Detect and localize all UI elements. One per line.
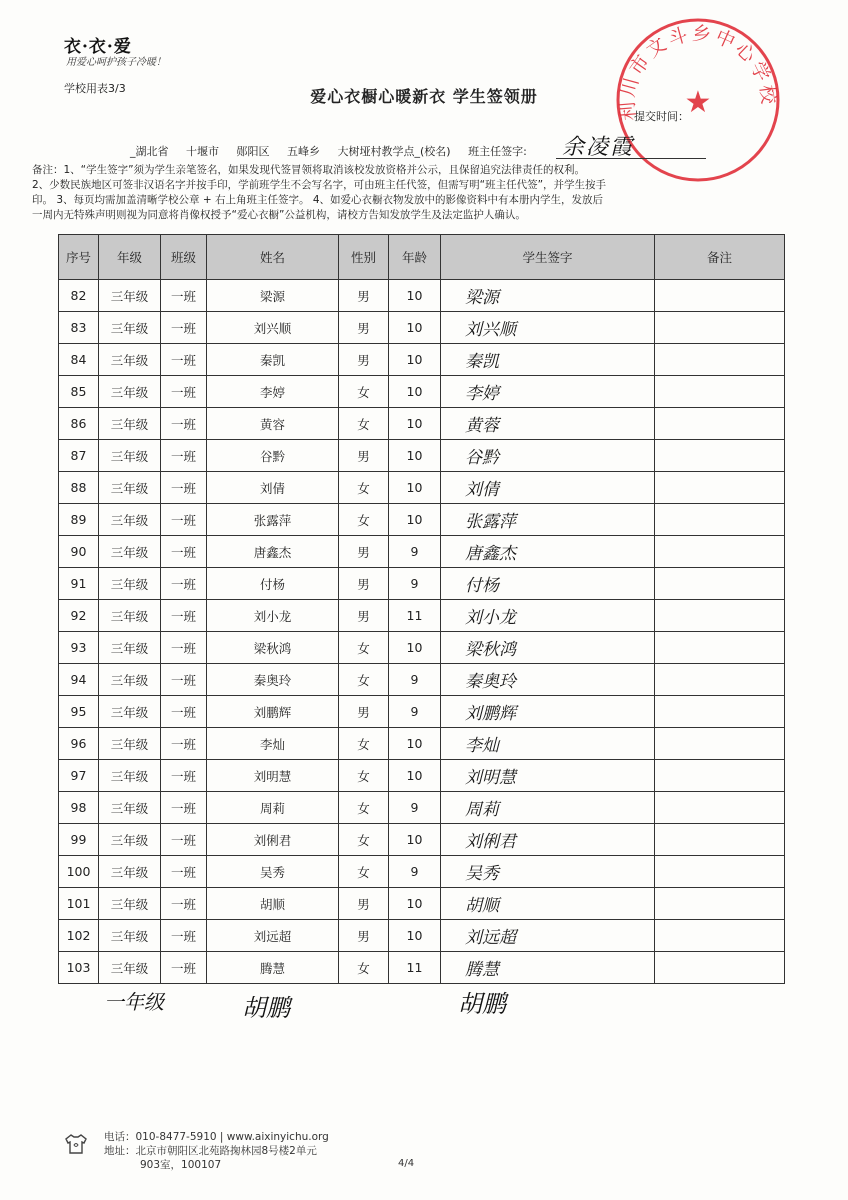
cell-age: 10 [389, 472, 441, 504]
note-line: 一周内无特殊声明则视为同意将肖像权授予“爱心衣橱”公益机构，请校方告知发放学生及法定监护人确认。 [32, 209, 526, 221]
cell-remark [655, 600, 785, 632]
cell-class: 一班 [161, 568, 207, 600]
table-row [59, 440, 785, 472]
cell-gender: 男 [339, 312, 389, 344]
cell-name: 梁源 [207, 280, 339, 312]
cell-signature: 腾慧 [441, 952, 655, 984]
footer-contact [104, 1130, 329, 1172]
cell-remark [655, 664, 785, 696]
cell-grade: 三年级 [99, 824, 161, 856]
cell-grade: 三年级 [99, 856, 161, 888]
cell-name: 秦奥玲 [207, 664, 339, 696]
cell-remark [655, 504, 785, 536]
cell-remark [655, 568, 785, 600]
stamp-text: 利川市文斗乡中心学校 [616, 22, 780, 122]
note-line: 2、少数民族地区可签非汉语名字并按手印，学前班学生不会写名字，可由班主任代签，但需写明“班主任代签”，并学生按手 [32, 179, 607, 191]
cell-age: 10 [389, 376, 441, 408]
cell-no: 83 [59, 312, 99, 344]
cell-class: 一班 [161, 600, 207, 632]
cell-name: 腾慧 [207, 952, 339, 984]
roster-table [58, 234, 785, 984]
cell-signature: 吴秀 [441, 856, 655, 888]
cell-signature: 周莉 [441, 792, 655, 824]
cell-gender: 男 [339, 920, 389, 952]
cell-age: 10 [389, 632, 441, 664]
cell-class: 一班 [161, 504, 207, 536]
cell-age: 9 [389, 696, 441, 728]
col-header-age: 年龄 [389, 235, 441, 280]
cell-gender: 女 [339, 728, 389, 760]
cell-grade: 三年级 [99, 952, 161, 984]
table-row [59, 632, 785, 664]
cell-gender: 女 [339, 376, 389, 408]
cell-remark [655, 312, 785, 344]
cell-age: 9 [389, 568, 441, 600]
table-row [59, 536, 785, 568]
cell-no: 87 [59, 440, 99, 472]
cell-no: 90 [59, 536, 99, 568]
handwritten-grade: 一年级 [104, 990, 164, 1014]
cell-grade: 三年级 [99, 920, 161, 952]
cell-no: 92 [59, 600, 99, 632]
cell-remark [655, 888, 785, 920]
cell-gender: 男 [339, 536, 389, 568]
cell-age: 10 [389, 408, 441, 440]
cell-no: 91 [59, 568, 99, 600]
cell-no: 88 [59, 472, 99, 504]
cell-signature: 刘明慧 [441, 760, 655, 792]
footer-address: 地址：北京市朝阳区北苑路掬林园8号楼2单元 [104, 1145, 317, 1157]
cell-gender: 女 [339, 824, 389, 856]
cell-age: 10 [389, 504, 441, 536]
cell-age: 10 [389, 728, 441, 760]
cell-remark [655, 760, 785, 792]
teacher-sign-label: 班主任签字: [468, 145, 527, 158]
table-row [59, 504, 785, 536]
cell-signature: 黄蓉 [441, 408, 655, 440]
cell-gender: 男 [339, 696, 389, 728]
cell-class: 一班 [161, 856, 207, 888]
handwritten-signature: 胡鹏 [458, 990, 506, 1018]
cell-no: 97 [59, 760, 99, 792]
cell-name: 刘俐君 [207, 824, 339, 856]
cell-remark [655, 536, 785, 568]
cell-signature: 刘鹏辉 [441, 696, 655, 728]
cell-age: 9 [389, 536, 441, 568]
cell-name: 刘兴顺 [207, 312, 339, 344]
table-header-row [59, 235, 785, 280]
cell-name: 黄容 [207, 408, 339, 440]
cell-signature: 张露萍 [441, 504, 655, 536]
cell-remark [655, 696, 785, 728]
cell-grade: 三年级 [99, 472, 161, 504]
cell-remark [655, 824, 785, 856]
brand-logo: 衣·衣·爱 [64, 37, 132, 57]
cell-signature: 刘小龙 [441, 600, 655, 632]
cell-remark [655, 920, 785, 952]
table-row [59, 568, 785, 600]
table-row [59, 312, 785, 344]
cell-signature: 谷黔 [441, 440, 655, 472]
city: 十堰市 [186, 145, 219, 158]
cell-grade: 三年级 [99, 664, 161, 696]
cell-class: 一班 [161, 760, 207, 792]
cell-gender: 女 [339, 856, 389, 888]
page-number: 4/4 [398, 1158, 415, 1169]
cell-class: 一班 [161, 952, 207, 984]
cell-grade: 三年级 [99, 696, 161, 728]
cell-class: 一班 [161, 440, 207, 472]
cell-remark [655, 728, 785, 760]
cell-name: 秦凯 [207, 344, 339, 376]
cell-grade: 三年级 [99, 728, 161, 760]
cell-age: 10 [389, 824, 441, 856]
col-header-remark: 备注 [655, 235, 785, 280]
col-header-class: 班级 [161, 235, 207, 280]
cell-gender: 女 [339, 952, 389, 984]
cell-gender: 男 [339, 280, 389, 312]
cell-signature: 胡顺 [441, 888, 655, 920]
cell-remark [655, 632, 785, 664]
table-row [59, 664, 785, 696]
cell-name: 吴秀 [207, 856, 339, 888]
cell-gender: 男 [339, 568, 389, 600]
table-row [59, 376, 785, 408]
cell-signature: 梁源 [441, 280, 655, 312]
cell-gender: 女 [339, 504, 389, 536]
cell-age: 10 [389, 344, 441, 376]
footer-phone: 电话：010-8477-5910 | www.aixinyichu.org [104, 1131, 329, 1143]
town: 五峰乡 [287, 145, 320, 158]
cell-gender: 男 [339, 888, 389, 920]
cell-class: 一班 [161, 696, 207, 728]
cell-grade: 三年级 [99, 600, 161, 632]
cell-no: 96 [59, 728, 99, 760]
col-header-gender: 性别 [339, 235, 389, 280]
cell-gender: 男 [339, 440, 389, 472]
cell-class: 一班 [161, 312, 207, 344]
cell-name: 周莉 [207, 792, 339, 824]
table-row [59, 792, 785, 824]
cell-grade: 三年级 [99, 280, 161, 312]
cell-gender: 女 [339, 472, 389, 504]
col-header-signature: 学生签字 [441, 235, 655, 280]
cell-signature: 李婷 [441, 376, 655, 408]
cell-signature: 刘兴顺 [441, 312, 655, 344]
table-row [59, 472, 785, 504]
cell-signature: 唐鑫杰 [441, 536, 655, 568]
cell-class: 一班 [161, 824, 207, 856]
cell-no: 99 [59, 824, 99, 856]
cell-name: 胡顺 [207, 888, 339, 920]
note-line: 备注：1、“学生签字”须为学生亲笔签名，如果发现代签冒领将取消该校发放资格并公示，且保留追究法律责任的权利。 [32, 164, 586, 176]
cell-name: 刘明慧 [207, 760, 339, 792]
table-row [59, 952, 785, 984]
page-title: 爱心衣橱心暖新衣 学生签领册 [310, 87, 538, 106]
cell-remark [655, 472, 785, 504]
cell-age: 11 [389, 600, 441, 632]
cell-no: 86 [59, 408, 99, 440]
cell-signature: 付杨 [441, 568, 655, 600]
cell-age: 10 [389, 920, 441, 952]
cell-name: 刘小龙 [207, 600, 339, 632]
cell-age: 10 [389, 888, 441, 920]
cell-no: 93 [59, 632, 99, 664]
notes [32, 163, 822, 223]
col-header-grade: 年级 [99, 235, 161, 280]
district: 郧阳区 [236, 145, 270, 158]
cell-signature: 李灿 [441, 728, 655, 760]
table-row [59, 920, 785, 952]
cell-age: 10 [389, 440, 441, 472]
cell-name: 刘倩 [207, 472, 339, 504]
cell-grade: 三年级 [99, 408, 161, 440]
table-row [59, 696, 785, 728]
cell-grade: 三年级 [99, 344, 161, 376]
cell-no: 102 [59, 920, 99, 952]
table-row [59, 728, 785, 760]
cell-no: 95 [59, 696, 99, 728]
cell-age: 9 [389, 856, 441, 888]
cell-grade: 三年级 [99, 312, 161, 344]
cell-grade: 三年级 [99, 760, 161, 792]
cell-remark [655, 408, 785, 440]
cell-no: 94 [59, 664, 99, 696]
table-row [59, 888, 785, 920]
cell-signature: 刘远超 [441, 920, 655, 952]
teacher-signature: 余凌霞 [562, 135, 635, 160]
school-name: 大树垭村教学点_(校名) [337, 145, 451, 158]
cell-gender: 女 [339, 792, 389, 824]
table-row [59, 824, 785, 856]
cell-gender: 男 [339, 600, 389, 632]
cell-name: 张露萍 [207, 504, 339, 536]
cell-signature: 刘倩 [441, 472, 655, 504]
cell-remark [655, 280, 785, 312]
cell-signature: 刘俐君 [441, 824, 655, 856]
table-row [59, 280, 785, 312]
table-row [59, 344, 785, 376]
cell-class: 一班 [161, 632, 207, 664]
cell-class: 一班 [161, 344, 207, 376]
province: _湖北省 [130, 145, 169, 158]
cell-remark [655, 376, 785, 408]
cell-class: 一班 [161, 920, 207, 952]
cell-age: 10 [389, 312, 441, 344]
cell-gender: 女 [339, 760, 389, 792]
cell-grade: 三年级 [99, 888, 161, 920]
table-row [59, 408, 785, 440]
table-row [59, 600, 785, 632]
cell-remark [655, 344, 785, 376]
cell-age: 9 [389, 792, 441, 824]
cell-age: 10 [389, 280, 441, 312]
form-label: 学校用表3/3 [64, 82, 126, 95]
cell-grade: 三年级 [99, 376, 161, 408]
cell-no: 98 [59, 792, 99, 824]
roster-body [59, 280, 785, 984]
brand-slogan: 用爱心呵护孩子冷暖！ [66, 57, 166, 68]
cell-no: 82 [59, 280, 99, 312]
cell-name: 李灿 [207, 728, 339, 760]
cell-no: 84 [59, 344, 99, 376]
cell-class: 一班 [161, 472, 207, 504]
footer-address-line2: 903室，100107 [140, 1159, 222, 1171]
cell-remark [655, 952, 785, 984]
cell-name: 付杨 [207, 568, 339, 600]
cell-signature: 秦凯 [441, 344, 655, 376]
cell-remark [655, 440, 785, 472]
note-line: 印。 3、每页均需加盖清晰学校公章 + 右上角班主任签字。 4、如爱心衣橱衣物发放中的影像资料中有本册内学生，发放后 [32, 194, 604, 206]
cell-no: 101 [59, 888, 99, 920]
cell-class: 一班 [161, 376, 207, 408]
cell-grade: 三年级 [99, 536, 161, 568]
cell-class: 一班 [161, 664, 207, 696]
cell-grade: 三年级 [99, 632, 161, 664]
stamp-star-icon: ★ [684, 85, 712, 120]
table-row [59, 856, 785, 888]
handwritten-name: 胡鹏 [242, 994, 290, 1022]
cell-no: 85 [59, 376, 99, 408]
cell-no: 89 [59, 504, 99, 536]
cell-name: 李婷 [207, 376, 339, 408]
shirt-icon [64, 1133, 88, 1155]
cell-name: 谷黔 [207, 440, 339, 472]
signature-underline [556, 158, 706, 159]
cell-age: 10 [389, 760, 441, 792]
cell-name: 刘远超 [207, 920, 339, 952]
col-header-no: 序号 [59, 235, 99, 280]
school-info [130, 143, 541, 159]
cell-class: 一班 [161, 888, 207, 920]
cell-no: 103 [59, 952, 99, 984]
cell-gender: 女 [339, 632, 389, 664]
table-row [59, 760, 785, 792]
cell-signature: 梁秋鸿 [441, 632, 655, 664]
cell-grade: 三年级 [99, 568, 161, 600]
cell-class: 一班 [161, 728, 207, 760]
cell-name: 刘鹏辉 [207, 696, 339, 728]
col-header-name: 姓名 [207, 235, 339, 280]
cell-age: 9 [389, 664, 441, 696]
cell-grade: 三年级 [99, 504, 161, 536]
submit-time-label: 提交时间： [634, 110, 689, 123]
cell-gender: 女 [339, 408, 389, 440]
cell-remark [655, 856, 785, 888]
cell-signature: 秦奥玲 [441, 664, 655, 696]
cell-age: 11 [389, 952, 441, 984]
cell-class: 一班 [161, 536, 207, 568]
cell-no: 100 [59, 856, 99, 888]
cell-grade: 三年级 [99, 440, 161, 472]
cell-grade: 三年级 [99, 792, 161, 824]
cell-gender: 男 [339, 344, 389, 376]
cell-remark [655, 792, 785, 824]
cell-name: 唐鑫杰 [207, 536, 339, 568]
cell-name: 梁秋鸿 [207, 632, 339, 664]
cell-class: 一班 [161, 280, 207, 312]
cell-class: 一班 [161, 792, 207, 824]
cell-gender: 女 [339, 664, 389, 696]
cell-class: 一班 [161, 408, 207, 440]
